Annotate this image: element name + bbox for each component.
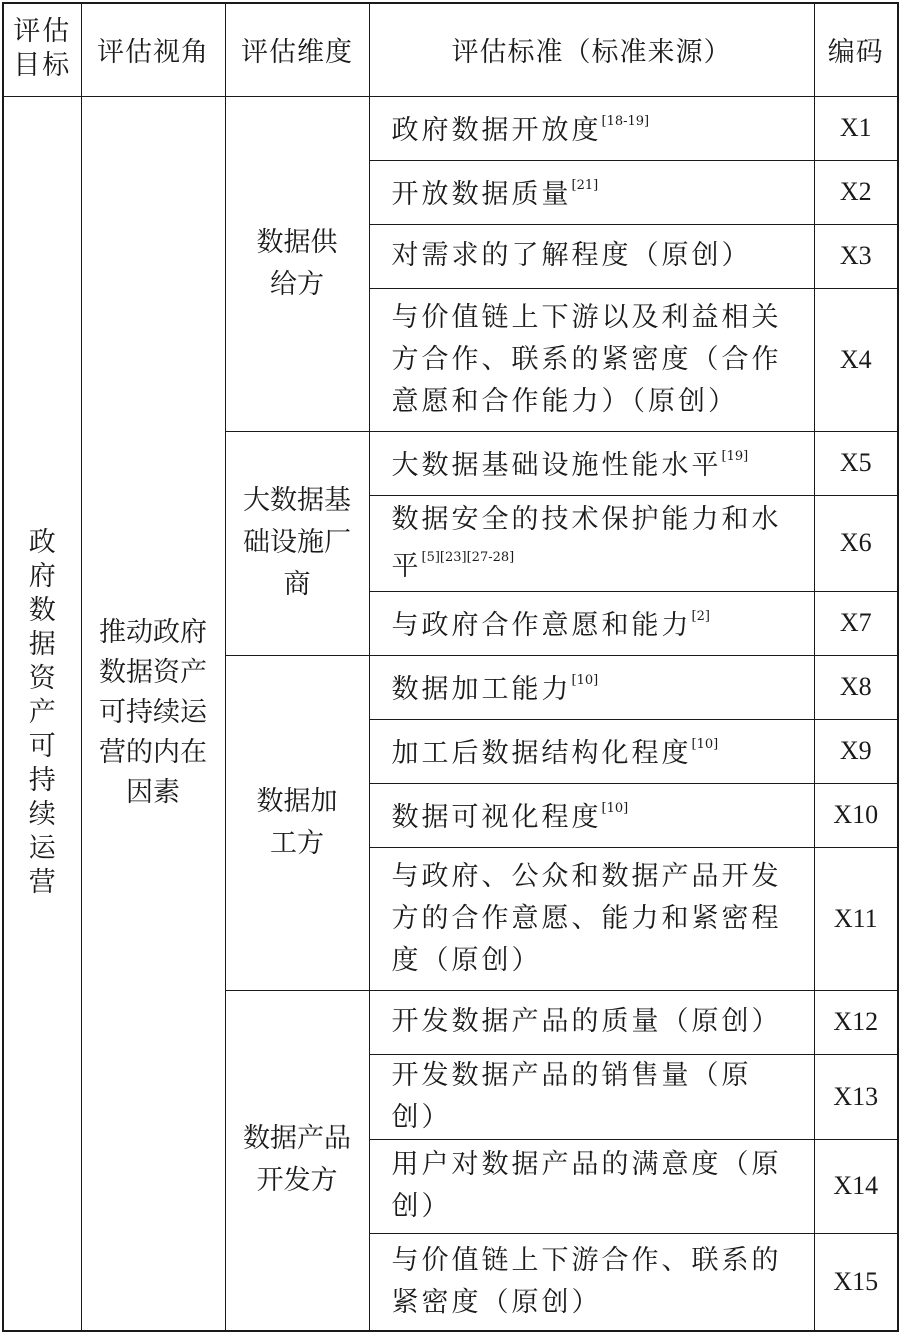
code-cell: X10: [814, 783, 898, 847]
code-cell: X1: [814, 96, 898, 160]
header-row: [3, 3, 898, 96]
standard-cell: 对需求的了解程度（原创）: [369, 224, 814, 288]
header-standard: 评估标准（标准来源）: [369, 3, 814, 96]
code-cell: X8: [814, 655, 898, 719]
header-goal: 评估目标: [3, 3, 81, 96]
standard-cell: 数据安全的技术保护能力和水平[5][23][27-28]: [369, 495, 814, 591]
perspective-cell: 推动政府数据资产可持续运营的内在因素: [81, 96, 225, 1331]
standard-cell: 与价值链上下游以及利益相关方合作、联系的紧密度（合作意愿和合作能力）（原创）: [369, 288, 814, 431]
standard-cell: 开发数据产品的销售量（原创）: [369, 1054, 814, 1139]
code-cell: X9: [814, 719, 898, 783]
code-cell: X4: [814, 288, 898, 431]
goal-cell: 政府数据资产可持续运营: [3, 96, 81, 1331]
standard-cell: 政府数据开放度[18-19]: [369, 96, 814, 160]
evaluation-index-table: [2, 2, 899, 1332]
code-cell: X15: [814, 1233, 898, 1331]
standard-cell: 与价值链上下游合作、联系的紧密度（原创）: [369, 1233, 814, 1331]
table-row: [3, 96, 898, 160]
code-cell: X7: [814, 591, 898, 655]
code-cell: X13: [814, 1054, 898, 1139]
dimension-cell: 大数据基础设施厂商: [225, 431, 369, 655]
dimension-cell: 数据供给方: [225, 96, 369, 431]
code-cell: X14: [814, 1139, 898, 1233]
standard-cell: 开发数据产品的质量（原创）: [369, 990, 814, 1054]
header-code: 编码: [814, 3, 898, 96]
code-cell: X12: [814, 990, 898, 1054]
code-cell: X6: [814, 495, 898, 591]
standard-cell: 加工后数据结构化程度[10]: [369, 719, 814, 783]
standard-cell: 开放数据质量[21]: [369, 160, 814, 224]
code-cell: X11: [814, 847, 898, 990]
dimension-cell: 数据加工方: [225, 655, 369, 990]
dimension-cell: 数据产品开发方: [225, 990, 369, 1331]
standard-cell: 与政府合作意愿和能力[2]: [369, 591, 814, 655]
code-cell: X2: [814, 160, 898, 224]
code-cell: X3: [814, 224, 898, 288]
standard-cell: 数据可视化程度[10]: [369, 783, 814, 847]
header-dimension: 评估维度: [225, 3, 369, 96]
standard-cell: 与政府、公众和数据产品开发方的合作意愿、能力和紧密程度（原创）: [369, 847, 814, 990]
standard-cell: 用户对数据产品的满意度（原创）: [369, 1139, 814, 1233]
standard-cell: 大数据基础设施性能水平[19]: [369, 431, 814, 495]
code-cell: X5: [814, 431, 898, 495]
standard-cell: 数据加工能力[10]: [369, 655, 814, 719]
header-perspective: 评估视角: [81, 3, 225, 96]
